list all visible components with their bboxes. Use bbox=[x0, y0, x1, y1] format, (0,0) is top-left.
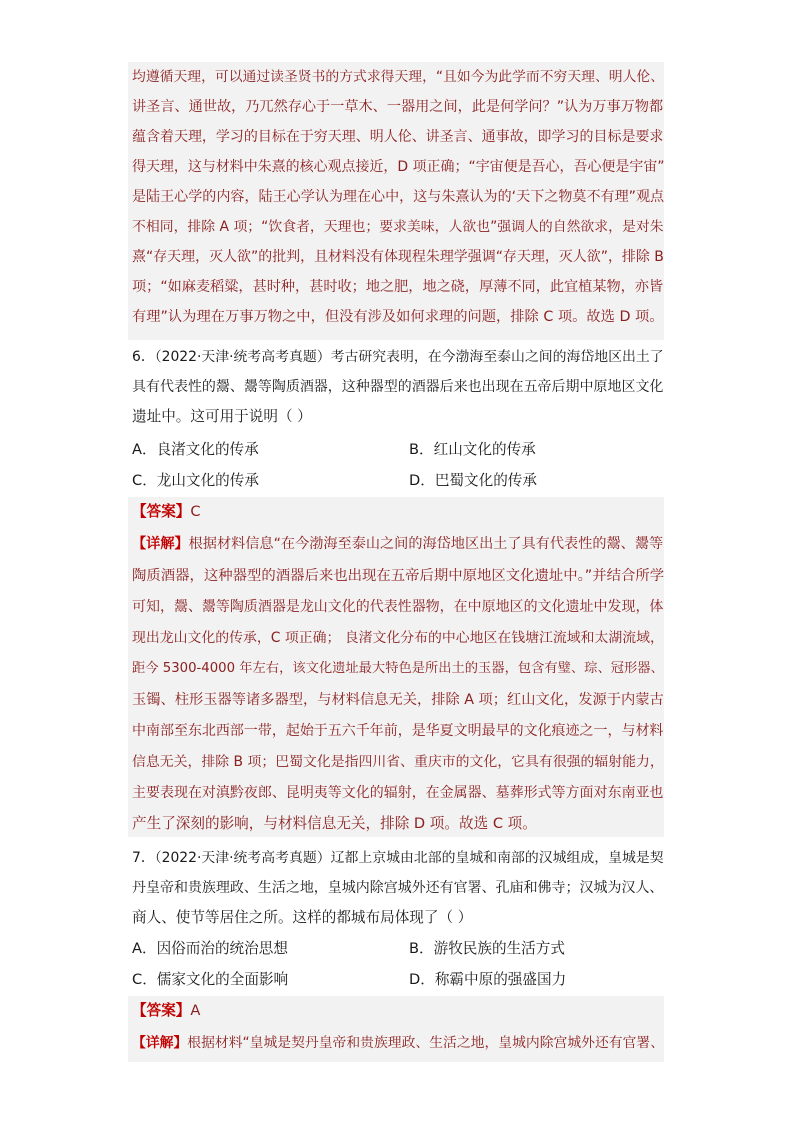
question-7-option-b: B．游牧民族的生活方式 bbox=[409, 940, 565, 957]
detail-text: 根据材料“皇城是契丹皇帝和贵族理政、生活之地，皇城内除宫城外还有官署、 bbox=[187, 1035, 665, 1051]
answer-value: A bbox=[190, 1002, 201, 1019]
explanation-line: 是陆王心学的内容，陆王心学认为理在心中，这与朱熹认为的‘天下之物莫不有理”观点 bbox=[132, 189, 665, 205]
question-6-option-c: C．龙山文化的传承 bbox=[132, 472, 259, 489]
detail-line: 产生了深刻的影响，与材料信息无关，排除 D 项。故选 C 项。 bbox=[132, 815, 537, 832]
explanation-line: 项；“如麻麦稻粱，甚时种，甚时收；地之肥，地之硗，厚薄不同，此宜植某物，亦皆 bbox=[132, 279, 664, 295]
question-6-stem: 具有代表性的鬶、鬹等陶质酒器，这种器型的酒器后来也出现在五帝后期中原地区文化 bbox=[132, 379, 664, 395]
answer-value: C bbox=[190, 503, 201, 520]
detail-line: 主要表现在对滇黔夜郎、昆明夷等文化的辐射，在金属器、墓葬形式等方面对东南亚也 bbox=[132, 785, 664, 801]
detail-label: 【详解】 bbox=[132, 1035, 188, 1051]
detail-line: 玉镯、柱形玉器等诸多器型，与材料信息无关，排除 A 项；红山文化，发源于内蒙古 bbox=[132, 692, 664, 708]
answer-label: 【答案】 bbox=[132, 503, 191, 520]
detail-line: 信息无关，排除 B 项；巴蜀文化是指四川省、重庆市的文化，它具有很强的辐射能力， bbox=[132, 754, 664, 770]
detail-line: 陶质酒器，这种器型的酒器后来也出现在五帝后期中原地区文化遗址中。”并结合所学 bbox=[132, 568, 665, 584]
answer-label: 【答案】 bbox=[132, 1002, 191, 1019]
detail-label: 【详解】 bbox=[132, 536, 189, 552]
question-6-stem: 6．（2022·天津·统考高考真题）考古研究表明，在今渤海至泰山之间的海岱地区出土了 bbox=[132, 349, 664, 365]
explanation-line: 得天理，这与材料中朱熹的核心观点接近，D 项正确；“宇宙便是吾心，吾心便是宇宙” bbox=[132, 159, 665, 175]
explanation-line: 讲圣言、通世故，乃兀然存心于一草木、一器用之间，此是何学问？”认为万事万物都 bbox=[132, 99, 664, 115]
question-6-stem: 遗址中。这可用于说明（ ） bbox=[132, 408, 312, 425]
explanation-line: 熹“存天理，灭人欲”的批判，且材料没有体现程朱理学强调“存天理，灭人欲”，排除 B bbox=[132, 249, 664, 265]
question-6-option-a: A．良渚文化的传承 bbox=[132, 441, 259, 458]
explanation-line: 有理”认为理在万事万物之中，但没有涉及如何求理的问题，排除 C 项。故选 D 项。 bbox=[132, 309, 664, 325]
question-7-option-a: A．因俗而治的统治思想 bbox=[132, 940, 288, 957]
question-7-option-c: C．儒家文化的全面影响 bbox=[132, 971, 289, 988]
question-6-detail bbox=[132, 534, 663, 554]
detail-line: 距今 5300-4000 年左右，该文化遗址最大特色是所出土的玉器，包含有璧、琮、冠形器、 bbox=[132, 661, 664, 676]
question-6-answer bbox=[132, 502, 201, 522]
question-6-option-d: D．巴蜀文化的传承 bbox=[409, 472, 537, 489]
detail-line: 中南部至东北西部一带，起始于五六千年前，是华夏文明最早的文化痕迹之一，与材料 bbox=[132, 723, 664, 739]
question-6-option-b: B．红山文化的传承 bbox=[409, 441, 536, 458]
question-7-stem: 7．（2022·天津·统考高考真题）辽都上京城由北部的皇城和南部的汉城组成，皇城是契 bbox=[132, 850, 664, 866]
explanation-line: 均遵循天理，可以通过读圣贤书的方式求得天理，“且如今为此学而不穷天理、明人伦、 bbox=[132, 69, 665, 85]
detail-line: 现出龙山文化的传承，C 项正确； 良渚文化分布的中心地区在钱塘江流域和太湖流域， bbox=[132, 630, 664, 646]
explanation-line: 蕴含着天理，学习的目标在于穷天理、明人伦、讲圣言、通事故，即学习的目标是要求 bbox=[132, 129, 664, 145]
question-7-option-d: D．称霸中原的强盛国力 bbox=[409, 971, 567, 988]
question-7-stem: 商人、使节等居住之所。这样的都城布局体现了（ ） bbox=[132, 909, 473, 926]
question-7-stem: 丹皇帝和贵族理政、生活之地，皇城内除宫城外还有官署、孔庙和佛寺；汉城为汉人、 bbox=[132, 880, 664, 896]
question-7-answer bbox=[132, 1001, 200, 1021]
detail-line: 可知，鬶、鬹等陶质酒器是龙山文化的代表性器物，在中原地区的文化遗址中发现，体 bbox=[132, 599, 664, 615]
explanation-line: 不相同，排除 A 项；“饮食者，天理也；要求美味，人欲也”强调人的自然欲求，是对朱 bbox=[132, 219, 664, 235]
question-7-detail bbox=[132, 1033, 664, 1053]
detail-text: 根据材料信息“在今渤海至泰山之间的海岱地区出土了具有代表性的鬶、鬹等 bbox=[188, 536, 664, 552]
